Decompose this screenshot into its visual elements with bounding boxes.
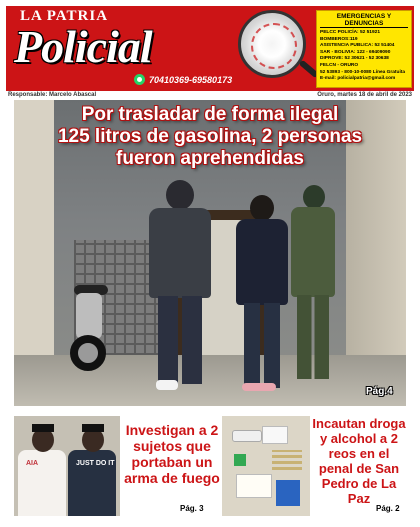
emergency-line: ASISTENCIA PUBLICA: 52 51404 [320,43,395,49]
phone-bar [134,74,232,85]
brand-logo: Policial [14,21,152,72]
brand-top-text: LA PATRIA [20,8,109,24]
story-right-page-ref[interactable]: Pág. 2 [376,504,400,513]
main-headline-line: 125 litros de gasolina, 2 personas [57,126,363,147]
emergency-line: PELCC POLICÍA: 52 51921 [320,30,380,35]
main-headline[interactable] [20,104,400,170]
story-right-headline[interactable]: Incautan droga y alcohol a 2 reos en el penal de San Pedro de La Paz [312,416,406,506]
whatsapp-icon [134,74,145,85]
story-right[interactable] [222,416,406,520]
photo-evidence-item [234,454,246,466]
main-page-ref[interactable]: Pág.4 [366,386,393,397]
responsible-label: Responsable: Marcelo Abascal [8,92,97,98]
photo-suspect-1 [18,428,66,516]
story-left-photo [14,416,120,516]
photo-person-police-officer [289,185,337,385]
emergency-box [316,10,412,88]
main-headline-line: Por trasladar de forma ilegal [81,104,339,125]
phone-numbers: 70410369-69580173 [149,74,233,85]
emergency-line: BOMBEROS:119 [320,36,358,42]
photo-evidence-tubes [272,450,302,470]
shirt-text: JUST DO IT [76,460,115,467]
censor-bar [32,424,54,432]
emergency-line: FELCN - ORURO [320,62,359,68]
edition-date: Oruro, martes 18 de abril de 2023 [317,92,412,98]
photo-evidence-box [276,480,300,506]
photo-evidence-paper [236,474,272,498]
magnifier-fingerprint-icon [238,10,306,78]
shirt-text: AIA [26,460,39,467]
emergency-line: DIPROVE: 52 30621 - 52 30638 [320,56,389,62]
emergency-line: SAR - BOLIVIA: 122 - 69409090 [320,49,391,55]
photo-evidence-bag [262,426,288,444]
censor-bar [82,424,104,432]
story-left-headline[interactable]: Investigan a 2 sujetos que portaban un arma de fuego [124,422,220,486]
photo-evidence-bag [232,430,262,442]
main-headline-line: fueron aprehendidas [116,148,304,169]
story-left-page-ref[interactable]: Pág. 3 [180,504,204,513]
photo-suspect-2 [68,428,116,516]
emergency-line: 52 53893 - 800-10-0080 Línea Gratuita [320,69,406,75]
story-right-photo [222,416,310,516]
photo-motorbike [54,285,114,375]
story-left[interactable] [14,416,220,520]
emergency-title: EMERGENCIAS Y DENUNCIAS [320,13,408,28]
photo-person-detainee-woman [232,195,292,395]
photo-person-detainee-man [144,180,214,395]
emergency-line: E-mail: policialpatria@gmail.com [320,76,396,82]
